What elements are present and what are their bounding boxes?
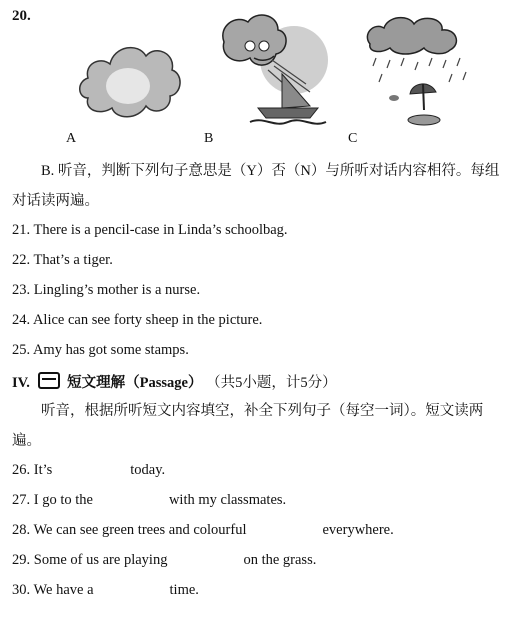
part-b-instruction: B. 听音，判断下列句子意思是（Y）否（N）与所听对话内容相符。每组对话读两遍。: [12, 163, 500, 209]
question-30-text-before: 30. We have a: [12, 582, 94, 598]
question-27: [12, 492, 286, 509]
question-29-text-before: 29. Some of us are playing: [12, 552, 168, 568]
question-28-text-after: everywhere.: [322, 522, 394, 538]
question-28: [12, 522, 394, 539]
question-21: 21. There is a pencil-case in Linda’s schoolbag.: [12, 222, 288, 238]
section-title: 短文理解（Passage）: [67, 375, 203, 391]
windy-sailboat-picture-b: [214, 12, 334, 130]
question-22: 22. That’s a tiger.: [12, 252, 113, 268]
rain-umbrella-picture-c: [362, 12, 482, 130]
question-26-text-after: today.: [130, 462, 166, 478]
question-23: 23. Lingling’s mother is a nurse.: [12, 282, 201, 298]
section-numeral: IV.: [12, 375, 30, 391]
question-28-text-before: 28. We can see green trees and colourful: [12, 522, 247, 538]
option-b-label: B: [204, 131, 214, 146]
question-20-number: 20.: [12, 8, 31, 24]
question-30-text-after: time.: [169, 582, 199, 598]
question-29-text-after: on the grass.: [243, 552, 317, 568]
question-24: 24. Alice can see forty sheep in the picture.: [12, 312, 263, 328]
cloud-picture-a: [76, 36, 184, 126]
question-26-text-before: 26. It’s: [12, 462, 53, 478]
section-iv-heading: [12, 371, 337, 392]
question-26: [12, 462, 165, 479]
question-29: [12, 552, 316, 569]
option-a-label: A: [66, 131, 77, 146]
headphones-icon: [38, 372, 60, 389]
section-iv-instruction: 听音，根据所听短文内容填空，补全下列句子（每空一词）。短文读两遍。: [12, 403, 484, 449]
section-meta: （共5小题，计5分）: [206, 375, 337, 391]
question-27-text-before: 27. I go to the: [12, 492, 93, 508]
question-30: [12, 582, 199, 599]
question-27-text-after: with my classmates.: [168, 492, 287, 508]
question-25: 25. Amy has got some stamps.: [12, 342, 189, 358]
option-c-label: C: [348, 131, 358, 146]
